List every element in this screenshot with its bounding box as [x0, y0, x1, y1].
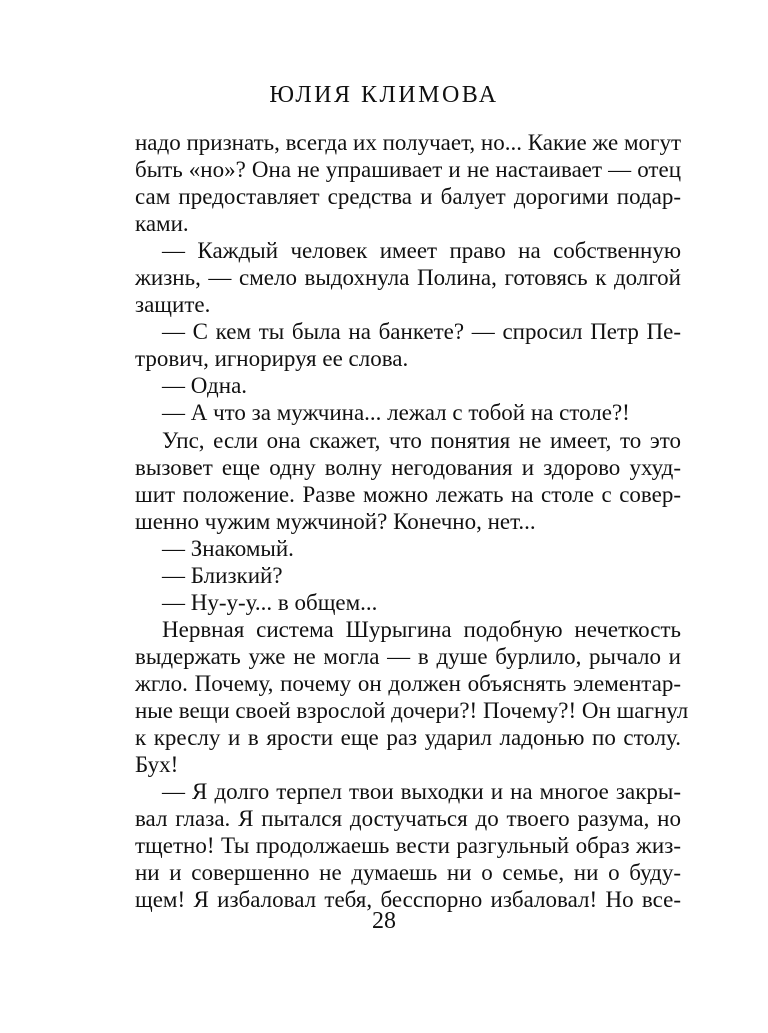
body-text	[135, 129, 689, 913]
page-number: 28	[372, 908, 396, 934]
text-line: к креслу и в ярости еще раз ударил ладонью по столу.	[135, 725, 681, 751]
text-line: вызовет еще одну волну негодования и здорово ухуд-	[135, 454, 681, 480]
text-line: — Я долго терпел твои выходки и на многое закры-	[162, 779, 681, 805]
text-line: тщетно! Ты продолжаешь вести разгульный образ жиз-	[135, 833, 681, 859]
text-line: — Каждый человек имеет право на собственную	[162, 238, 681, 264]
text-line: ни и совершенно не думаешь ни о семье, ни о буду-	[135, 860, 681, 886]
text-line: — А что за мужчина... лежал с тобой на столе?!	[162, 400, 630, 426]
text-line: ками.	[135, 211, 189, 237]
running-head: ЮЛИЯ КЛИМОВА	[269, 82, 499, 108]
text-line: трович, игнорируя ее слова.	[135, 346, 409, 372]
text-line: шит положение. Разве можно лежать на столе с совер-	[135, 481, 681, 507]
text-line: быть «но»? Она не упрашивает и не настаивает — отец	[135, 157, 681, 183]
text-line: жгло. Почему, почему он должен объяснять элементар-	[135, 670, 681, 696]
text-line: — Близкий?	[162, 562, 283, 588]
text-line: — Ну-у-у... в общем...	[162, 589, 378, 615]
text-line: вал глаза. Я пытался достучаться до твоего разума, но	[135, 806, 681, 832]
text-line: Упс, если она скажет, что понятия не имеет, то это	[162, 427, 681, 453]
text-line: — Знакомый.	[162, 535, 294, 561]
text-line: ные вещи своей взрослой дочери?! Почему?! Он шагнул	[135, 697, 689, 723]
text-line: — С кем ты была на банкете? — спросил Петр Пе-	[162, 319, 681, 345]
text-line: выдержать уже не могла — в душе бурлило, рычало и	[135, 643, 681, 669]
text-line: жизнь, — смело выдохнула Полина, готовясь к долгой	[135, 265, 681, 291]
text-line: щем! Я избаловал тебя, бесспорно избаловал! Но все-	[135, 887, 681, 913]
text-line: шенно чужим мужчиной? Конечно, нет...	[135, 508, 536, 534]
text-line: надо признать, всегда их получает, но... Какие же могут	[135, 130, 681, 155]
text-line: — Одна.	[162, 373, 248, 399]
text-line: Бух!	[135, 752, 179, 778]
text-line: защите.	[135, 292, 211, 318]
text-line: сам предоставляет средства и балует дорогими подар-	[135, 184, 681, 210]
text-line: Нервная система Шурыгина подобную нечеткость	[162, 616, 681, 642]
